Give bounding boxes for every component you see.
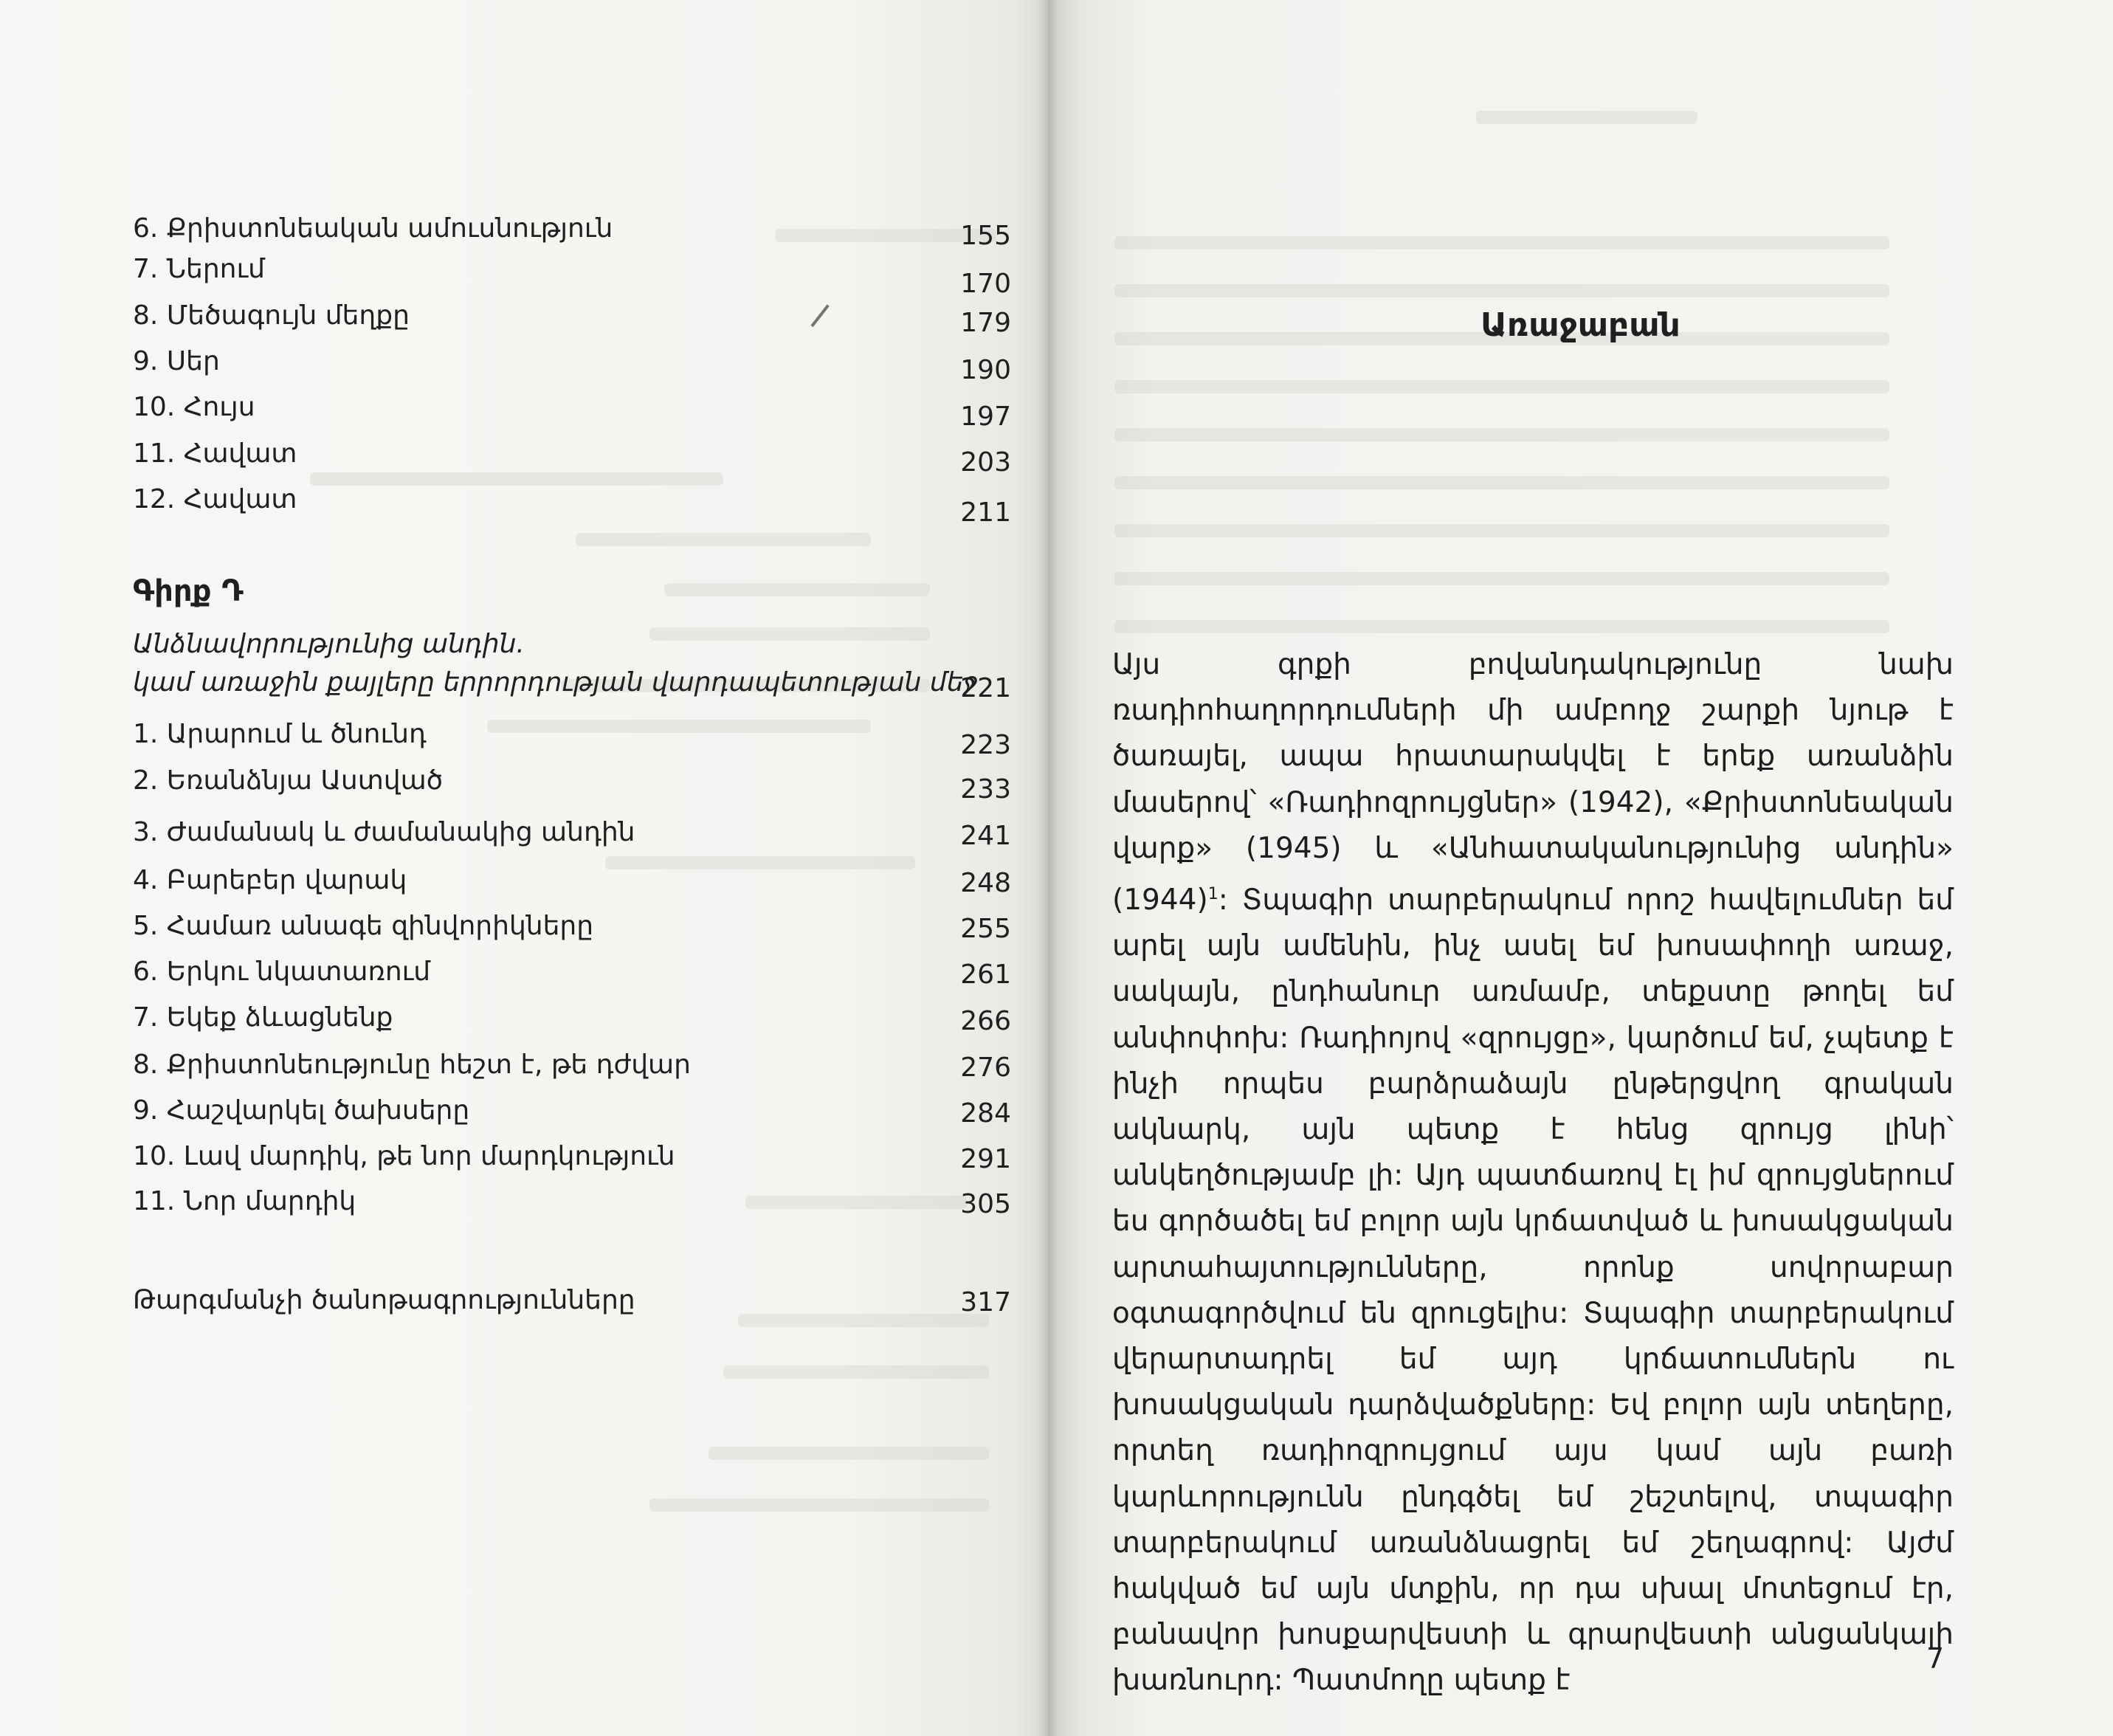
toc-entry [133,1138,1011,1175]
toc-entry-title: 7. Ներում [133,254,265,284]
toc-translator-notes [133,1282,1011,1319]
toc-entry [133,999,1011,1036]
toc-entry [133,481,1011,528]
book-d-subtitle-page: 221 [960,673,1011,703]
toc-entry-title: 7. Եկեք ձևացնենք [133,1002,393,1033]
chapter-title: Առաջաբան [1481,306,1681,344]
toc-entry-title: 6. Քրիստոնեական ամուսնություն [133,213,613,244]
toc-entry-title: 2. Եռանձնյա Աստված [133,765,444,796]
toc-entry [133,251,1011,299]
toc-entry [133,1047,1011,1084]
toc-entry-page: 248 [960,868,1011,898]
toc-entry [133,1183,1011,1220]
preface-text-part1: Այս գրքի բովանդակությունը նախ ռադիոհաղորդումների մի ամբողջ շարքի նյութ է ծառայել, ապա հրատարակվել է երեք առանձին մասերով՝ «Ռադիոզրույցներ» (1942), «Քրիստոնեական վարք» (1945) և «Անհատականությունից անդին» (1944) [1112,648,1954,917]
toc-entry [133,297,1011,338]
toc-entry-title: 6. Երկու նկատառում [133,957,431,987]
toc-entry-title: 10. Հույս [133,392,255,422]
toc-entry-page: 305 [960,1189,1011,1219]
toc-entry-page: 211 [960,497,1011,528]
toc-entry-title: 9. Սեր [133,346,220,376]
toc-entry-title: 4. Բարեբեր վարակ [133,865,407,895]
toc-entry-page: 203 [960,447,1011,478]
toc-entry-page: 197 [960,402,1011,432]
toc-entry-page: 241 [960,821,1011,851]
toc-entry [133,814,1011,851]
toc-entry-page: 155 [960,221,1011,251]
page-number: 7 [1926,1642,1945,1675]
book-gutter [1037,0,1059,1736]
toc-entry [133,862,1011,899]
book-d-subtitle-line1: Անձնավորությունից անդին. [133,629,525,659]
toc-entry-page: 170 [960,269,1011,299]
toc-entry [133,762,1011,805]
book-d-subtitle-row [133,664,1011,701]
toc-entry-title: 10. Լավ մարդիկ, թե նոր մարդկություն [133,1141,675,1171]
book-d-heading: Գիրք Դ [133,574,244,608]
toc-entry-page: 284 [960,1098,1011,1129]
toc-entry-title: 8. Քրիստոնեությունը հեշտ է, թե դժվար [133,1050,691,1080]
toc-entry-page: 266 [960,1006,1011,1036]
toc-entry-page: 179 [960,308,1011,338]
toc-entry [133,1092,1011,1129]
toc-entry-page: 276 [960,1053,1011,1083]
toc-entry-page: 223 [960,730,1011,760]
toc-entry-page: 261 [960,960,1011,990]
toc-entry-title: 8. Մեծագույն մեղքը [133,300,410,331]
toc-entry [133,716,1011,760]
toc-entry [133,954,1011,991]
toc-entry-title: 9. Հաշվարկել ծախսերը [133,1095,470,1126]
toc-entry-title: 3. Ժամանակ և ժամանակից անդին [133,817,635,847]
toc-entry-page: 255 [960,914,1011,944]
toc-entry-title: 12. Հավատ [133,484,297,514]
toc-entry-title: 5. Համառ անագե զինվորիկները [133,911,594,941]
toc-entry [133,908,1011,945]
toc-entry-title: 11. Նոր մարդիկ [133,1186,356,1216]
footnote-marker: 1 [1207,885,1218,904]
toc-entry-page: 317 [960,1287,1011,1318]
preface-text-part2: : Տպագիր տարբերակում որոշ հավելումներ եմ արել այն ամենին, ինչ ասել եմ խոսափողի առաջ, սակայն, ընդհանուր առմամբ, տեքստը թողել եմ անփոփոխ: Ռադիոյով «զրույցը», կարծում եմ, չպետք է ինչի որպես բարձրաձայն ընթերցվող գրական ակնարկ, այն պետք է հենց զրույց լինի՝ անկեղծությամբ լի: Այդ պատճառով էլ իմ զրույցներում ես գործածել եմ բոլոր այն կրճատված և խոսակցական արտահայտությունները, որոնք սովորաբար օգտագործվում են զրուցելիս: Տպագիր տարբերակում վերարտադրել եմ այդ կրճատումներն ու խոսակցական դարձվածքները: Եվ բոլոր այն տեղերը, որտեղ ռադիոզրույցում այս կամ այն բառի կարևորությունն ընդգծել եմ շեշտելով, տպագիր տարբերակում առանձնացրել եմ շեղագրով: Այժմ հակված եմ այն մտքին, որ դա սխալ մոտեցում էր, բանավոր խոսքարվեստի և գրարվեստի անցանկալի խառնուրդ: Պատմողը պետք է [1112,884,1954,1698]
toc-entry-title: 1. Արարում և ծնունդ [133,719,427,749]
toc-entry [133,389,1011,432]
toc-entry [133,435,1011,478]
toc-entry [133,210,1011,251]
preface-paragraph [1112,642,1954,1704]
book-d-subtitle-line2: կամ առաջին քայլերը երրորդության վարդապետության մեջ [133,667,979,698]
toc-entry-page: 190 [960,355,1011,385]
toc-entry [133,343,1011,385]
toc-entry-page: 291 [960,1144,1011,1174]
toc-entry-title: Թարգմանչի ծանոթագրությունները [133,1285,635,1315]
toc-entry-title: 11. Հավատ [133,438,297,469]
toc-entry-page: 233 [960,774,1011,805]
